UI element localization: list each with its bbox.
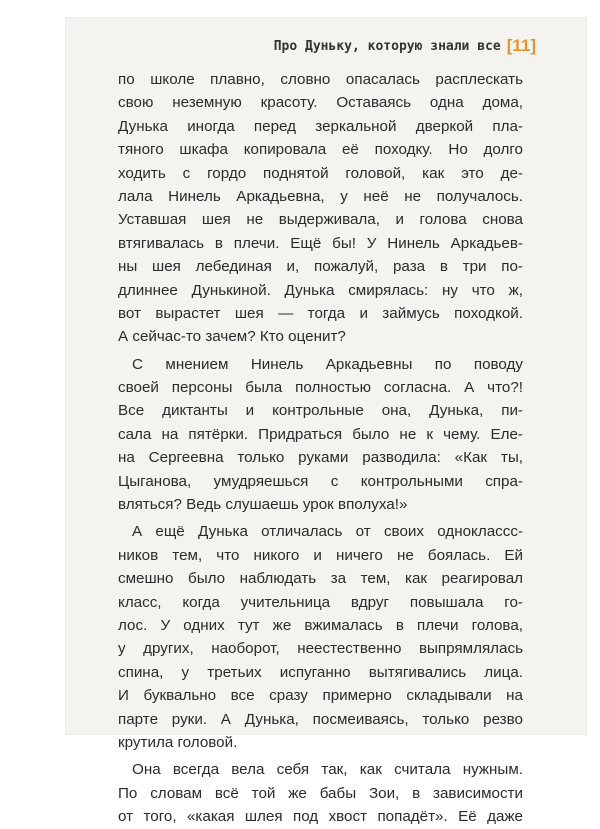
text-line: Все диктанты и контрольные она, Дунька, пи- bbox=[118, 402, 523, 420]
body-text bbox=[118, 68, 523, 829]
text-line: По словам всё той же бабы Зои, в зависимости bbox=[118, 784, 523, 802]
text-line: на Сергеевна только руками разводила: «Как ты, bbox=[118, 449, 523, 467]
text-line: парте руки. А Дунька, посмеиваясь, только резво bbox=[118, 710, 523, 728]
paragraph bbox=[118, 353, 523, 517]
running-head-title: Про Дуньку, которую знали все bbox=[273, 38, 501, 54]
text-line: крутила головой. bbox=[118, 733, 238, 751]
text-line: Уставшая шея не выдерживала, и голова снова bbox=[118, 211, 523, 229]
text-line: смешно было наблюдать за тем, как реагировал bbox=[118, 570, 523, 588]
text-line: класс, когда учительница вдруг повышала го- bbox=[118, 593, 523, 611]
text-line: спина, у третьих испуганно вытягивались лица. bbox=[118, 663, 523, 681]
text-line: Цыганова, умудряешься с контрольными спра- bbox=[118, 472, 523, 490]
page-number: [11] bbox=[506, 36, 536, 55]
text-line: по школе плавно, словно опасалась расплескать bbox=[118, 71, 523, 88]
text-line: втягивалась в плечи. Ещё бы! У Нинель Аркадьев- bbox=[118, 234, 523, 252]
text-line: свою неземную красоту. Оставаясь одна дома, bbox=[118, 94, 523, 112]
text-line: А ещё Дунька отличалась от своих одноклассс- bbox=[132, 523, 523, 541]
text-line: И буквально все сразу примерно складывали на bbox=[118, 687, 523, 705]
text-line: сала на пятёрки. Придраться было не к чему. Еле- bbox=[118, 425, 523, 443]
text-line: лала Нинель Аркадьевна, у неё не получалось. bbox=[118, 187, 523, 205]
text-line: С мнением Нинель Аркадьевны по поводу bbox=[132, 355, 523, 373]
paragraph bbox=[118, 68, 523, 349]
text-line: Она всегда вела себя так, как считала нужным. bbox=[132, 761, 523, 779]
text-line: своей персоны была полностью согласна. А что?! bbox=[118, 379, 523, 397]
text-line: от того, «какая шлея под хвост попадёт». Её даже bbox=[118, 808, 523, 826]
text-line: у других, наоборот, неестественно выпрямлялась bbox=[118, 640, 523, 658]
paragraph bbox=[118, 758, 523, 828]
paragraph bbox=[118, 520, 523, 754]
text-line: ны шея лебединая и, пожалуй, раза в три по- bbox=[118, 258, 523, 276]
text-line: Дунька иногда перед зеркальной дверкой пла- bbox=[118, 117, 523, 135]
text-line: длиннее Дунькиной. Дунька смирялась: ну что ж, bbox=[118, 281, 523, 299]
text-line: тяного шкафа копировала её походку. Но долго bbox=[118, 141, 523, 159]
text-line: ходить с гордо поднятой головой, как это де- bbox=[118, 164, 523, 182]
text-line: ников тем, что никого и ничего не боялась. Ей bbox=[118, 546, 523, 564]
text-line: лос. У одних тут же вжималась в плечи голова, bbox=[118, 616, 523, 634]
running-head bbox=[274, 36, 536, 56]
text-line: А сейчас-то зачем? Кто оценит? bbox=[118, 328, 346, 346]
text-line: вляться? Ведь слушаешь урок вполуха!» bbox=[118, 496, 408, 514]
text-line: вот вырастет шея — тогда и займусь походкой. bbox=[118, 304, 523, 322]
book-page bbox=[66, 18, 586, 826]
